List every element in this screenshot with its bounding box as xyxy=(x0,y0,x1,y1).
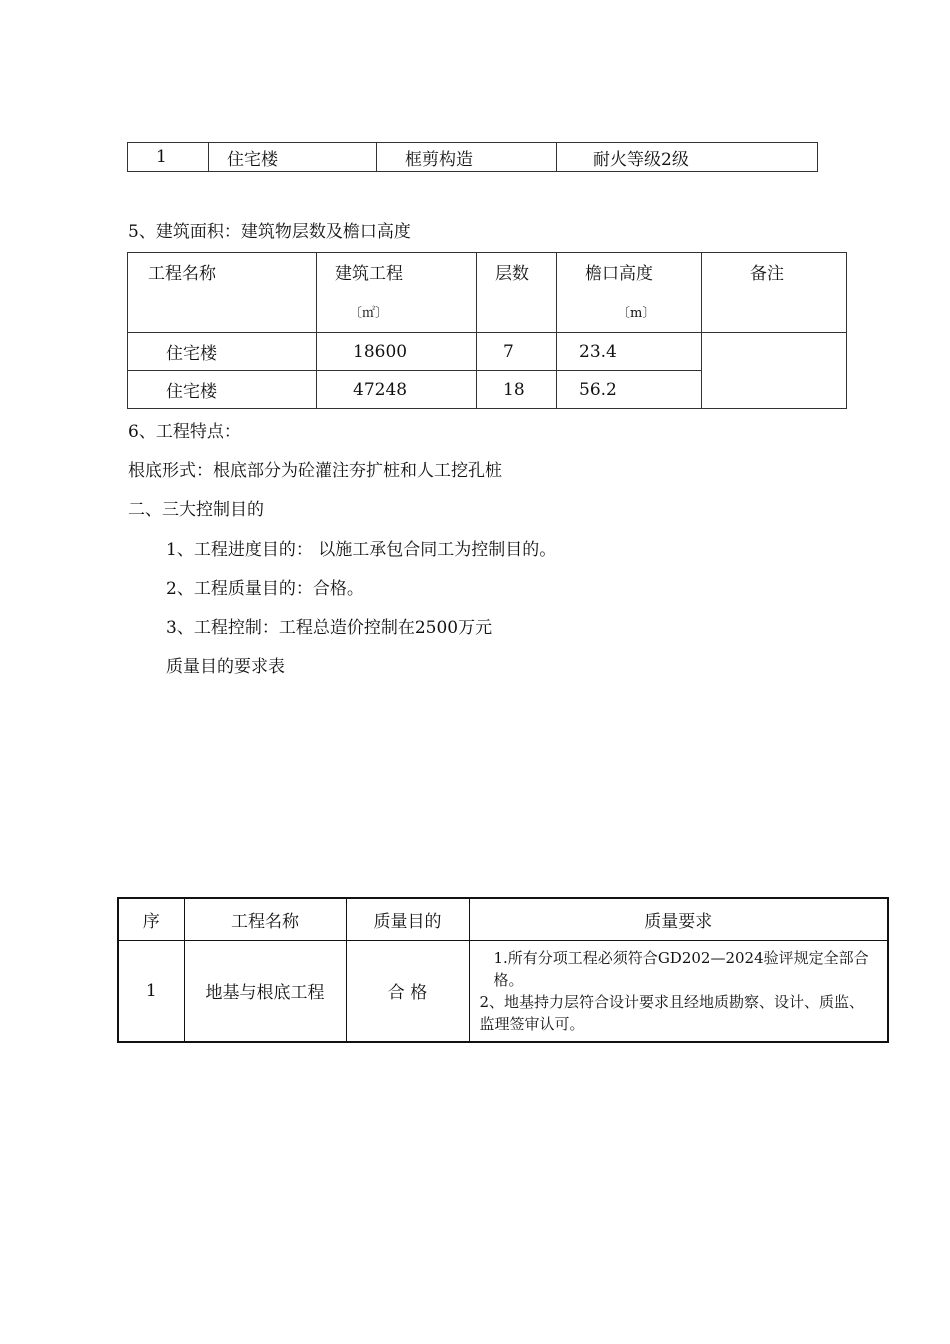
table-header-row xyxy=(118,898,888,940)
cell-eave: 23.4 xyxy=(557,333,702,371)
cell-no: 1 xyxy=(118,940,184,1042)
header-floors-label: 层数 xyxy=(495,264,529,284)
header-name: 工程名称 xyxy=(184,898,346,940)
table-cell-no: 1 xyxy=(128,143,209,172)
requirement-2: 2、地基持力层符合设计要求且经地质勘察、设计、质监、监理签审认可。 xyxy=(479,992,865,1033)
cell-floors: 18 xyxy=(477,371,557,409)
table-cell-fire-rating: 耐火等级2级 xyxy=(557,143,818,172)
foundation-text: 根底形式：根底部分为砼灌注夯扩桩和人工挖孔桩 xyxy=(128,461,502,481)
item-3: 3、工程控制：工程总造价控制在2500万元 xyxy=(166,618,493,638)
table-row xyxy=(118,940,888,1042)
quality-table-title: 质量目的要求表 xyxy=(166,657,285,677)
section-2-heading: 二、三大控制目的 xyxy=(128,500,264,520)
cell-target: 合 格 xyxy=(346,940,469,1042)
table-row xyxy=(128,333,847,371)
structure-table xyxy=(127,142,818,172)
header-eave-label: 檐口高度 xyxy=(585,264,653,284)
header-requirement: 质量要求 xyxy=(469,898,888,940)
header-floors xyxy=(477,253,557,333)
header-eave-unit: 〔m〕 xyxy=(617,306,656,321)
table-cell-name: 住宅楼 xyxy=(209,143,377,172)
header-area xyxy=(317,253,477,333)
cell-requirement xyxy=(469,940,888,1042)
cell-name: 住宅楼 xyxy=(128,333,317,371)
item-1: 1、工程进度目的： 以施工承包合同工为控制目的。 xyxy=(166,540,557,560)
cell-name: 地基与根底工程 xyxy=(184,940,346,1042)
requirement-1: 1.所有分项工程必须符合GD202—2024验评规定全部合格。 xyxy=(493,948,869,989)
quality-requirements-table xyxy=(117,897,889,1043)
cell-area: 18600 xyxy=(317,333,477,371)
section-5-heading: 5、建筑面积：建筑物层数及檐口高度 xyxy=(128,222,411,242)
cell-eave: 56.2 xyxy=(557,371,702,409)
table-header-row xyxy=(128,253,847,333)
building-area-table xyxy=(127,252,847,409)
header-name xyxy=(128,253,317,333)
header-eave xyxy=(557,253,702,333)
header-area-label: 建筑工程 xyxy=(335,264,403,284)
section-6-heading: 6、工程特点： xyxy=(128,422,241,442)
cell-area: 47248 xyxy=(317,371,477,409)
header-note xyxy=(702,253,847,333)
table-row xyxy=(128,143,818,172)
table-cell-structure: 框剪构造 xyxy=(377,143,557,172)
cell-note xyxy=(702,333,847,409)
header-area-unit: 〔㎡〕 xyxy=(349,306,389,321)
header-note-label: 备注 xyxy=(750,264,784,284)
header-no: 序 xyxy=(118,898,184,940)
cell-floors: 7 xyxy=(477,333,557,371)
cell-name: 住宅楼 xyxy=(128,371,317,409)
header-name-label: 工程名称 xyxy=(148,264,216,284)
header-target: 质量目的 xyxy=(346,898,469,940)
item-2: 2、工程质量目的：合格。 xyxy=(166,579,364,599)
